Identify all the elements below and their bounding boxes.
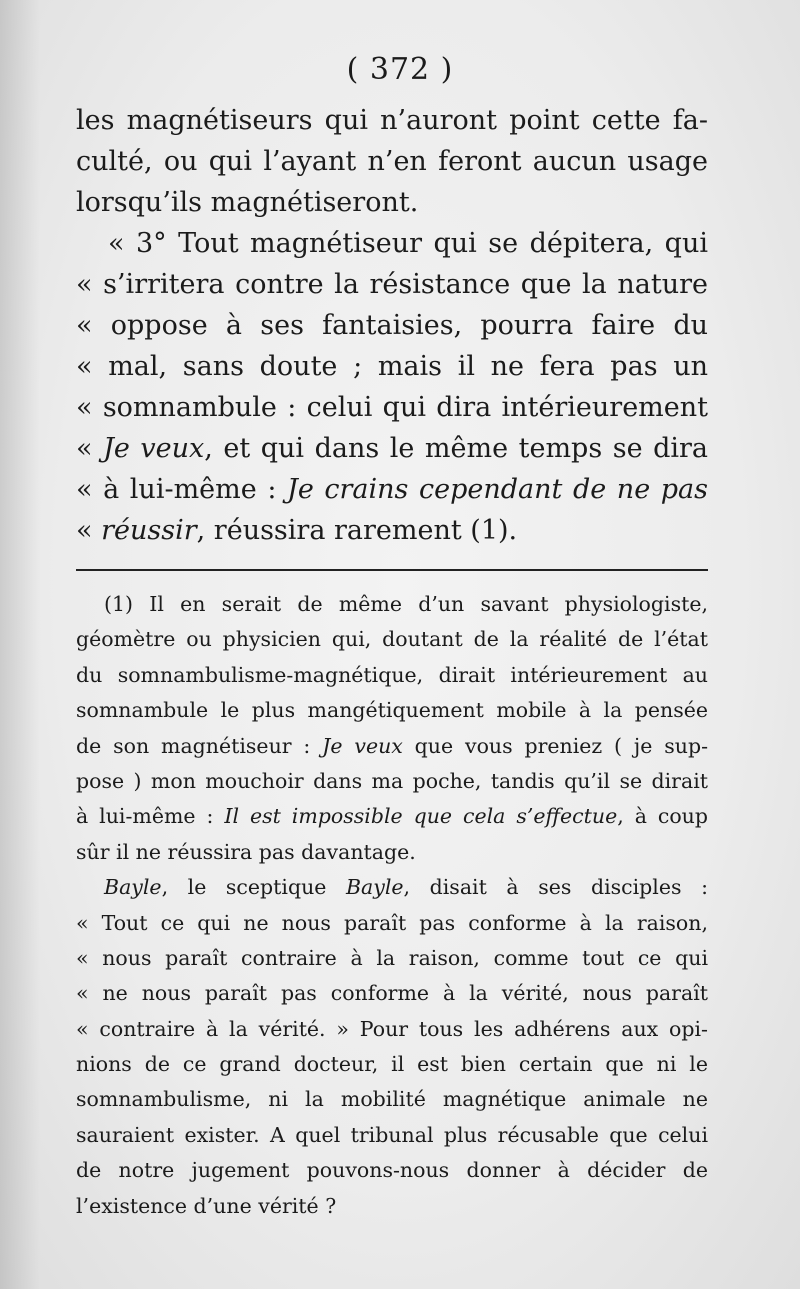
- text-line: « somnambule : celui qui dira intérieurement: [76, 392, 708, 423]
- italic-phrase: Je veux: [103, 433, 205, 464]
- footnote-line: géomètre ou physicien qui, doutant de la réalité de l’état: [76, 627, 708, 652]
- text-line: « mal, sans doute ; mais il ne fera pas un: [76, 351, 708, 382]
- italic-phrase: Bayle: [345, 875, 404, 900]
- footnote-line: l’existence d’une vérité ?: [76, 1193, 337, 1218]
- footnote-line: Bayle, le sceptique Bayle, disait à ses disciples :: [104, 875, 708, 900]
- footnote-line: sauraient exister. A quel tribunal plus récusable que celui: [76, 1122, 708, 1147]
- italic-phrase: réussir: [101, 515, 197, 546]
- footnote-line: de son magnétiseur : Je veux que vous preniez ( je sup-: [76, 733, 709, 758]
- footnote-line: somnambule le plus mangétiquement mobile à la pensée: [76, 698, 708, 723]
- footnote-line: du somnambulisme-magnétique, dirait intérieurement au: [76, 662, 708, 687]
- italic-phrase: Il est impossible que cela s’effectue: [224, 804, 618, 829]
- footnote-line: pose ) mon mouchoir dans ma poche, tandis qu’il se dirait: [76, 768, 708, 793]
- text-line: « réussir, réussira rarement (1).: [76, 515, 518, 546]
- footnote-line: « nous paraît contraire à la raison, comme tout ce qui: [76, 945, 708, 970]
- footnote-line: « ne nous paraît pas conforme à la vérité, nous paraît: [76, 981, 708, 1006]
- text-line: lorsqu’ils magnétiseront.: [76, 187, 419, 218]
- gutter-shadow: [0, 0, 40, 1289]
- text-line: « s’irritera contre la résistance que la nature: [76, 269, 708, 300]
- footnote-text: [76, 587, 708, 1224]
- main-text: [76, 100, 708, 551]
- footnote-line: nions de ce grand docteur, il est bien certain que ni le: [76, 1052, 708, 1077]
- footnote-rule: [76, 569, 708, 571]
- footnote-line: « Tout ce qui ne nous paraît pas conforme à la raison,: [76, 910, 708, 935]
- italic-phrase: Je crains cependant de ne pas: [287, 474, 708, 505]
- footnote-line: de notre jugement pouvons-nous donner à décider de: [76, 1158, 708, 1183]
- text-line: les magnétiseurs qui n’auront point cette fa-: [76, 105, 708, 136]
- text-line: « oppose à ses fantaisies, pourra faire du: [76, 310, 708, 341]
- text-line: culté, ou qui l’ayant n’en feront aucun usage: [76, 146, 708, 177]
- footnote-line: somnambulisme, ni la mobilité magnétique animale ne: [76, 1087, 708, 1112]
- text-line: « à lui-même : Je crains cependant de ne pas: [76, 474, 708, 505]
- italic-phrase: Bayle: [104, 875, 162, 900]
- page-number: ( 372 ): [346, 52, 454, 87]
- text-line: « 3° Tout magnétiseur qui se dépitera, qui: [108, 228, 708, 259]
- text-line: « Je veux, et qui dans le même temps se dira: [76, 433, 709, 464]
- italic-phrase: Je veux: [322, 733, 403, 758]
- footnote-line: (1) Il en serait de même d’un savant physiologiste,: [104, 592, 708, 616]
- footnote-line: sûr il ne réussira pas davantage.: [76, 839, 416, 864]
- footnote-line: « contraire à la vérité. » Pour tous les adhérens aux opi-: [76, 1016, 708, 1041]
- footnote-line: à lui-même : Il est impossible que cela s’effectue, à coup: [76, 804, 709, 829]
